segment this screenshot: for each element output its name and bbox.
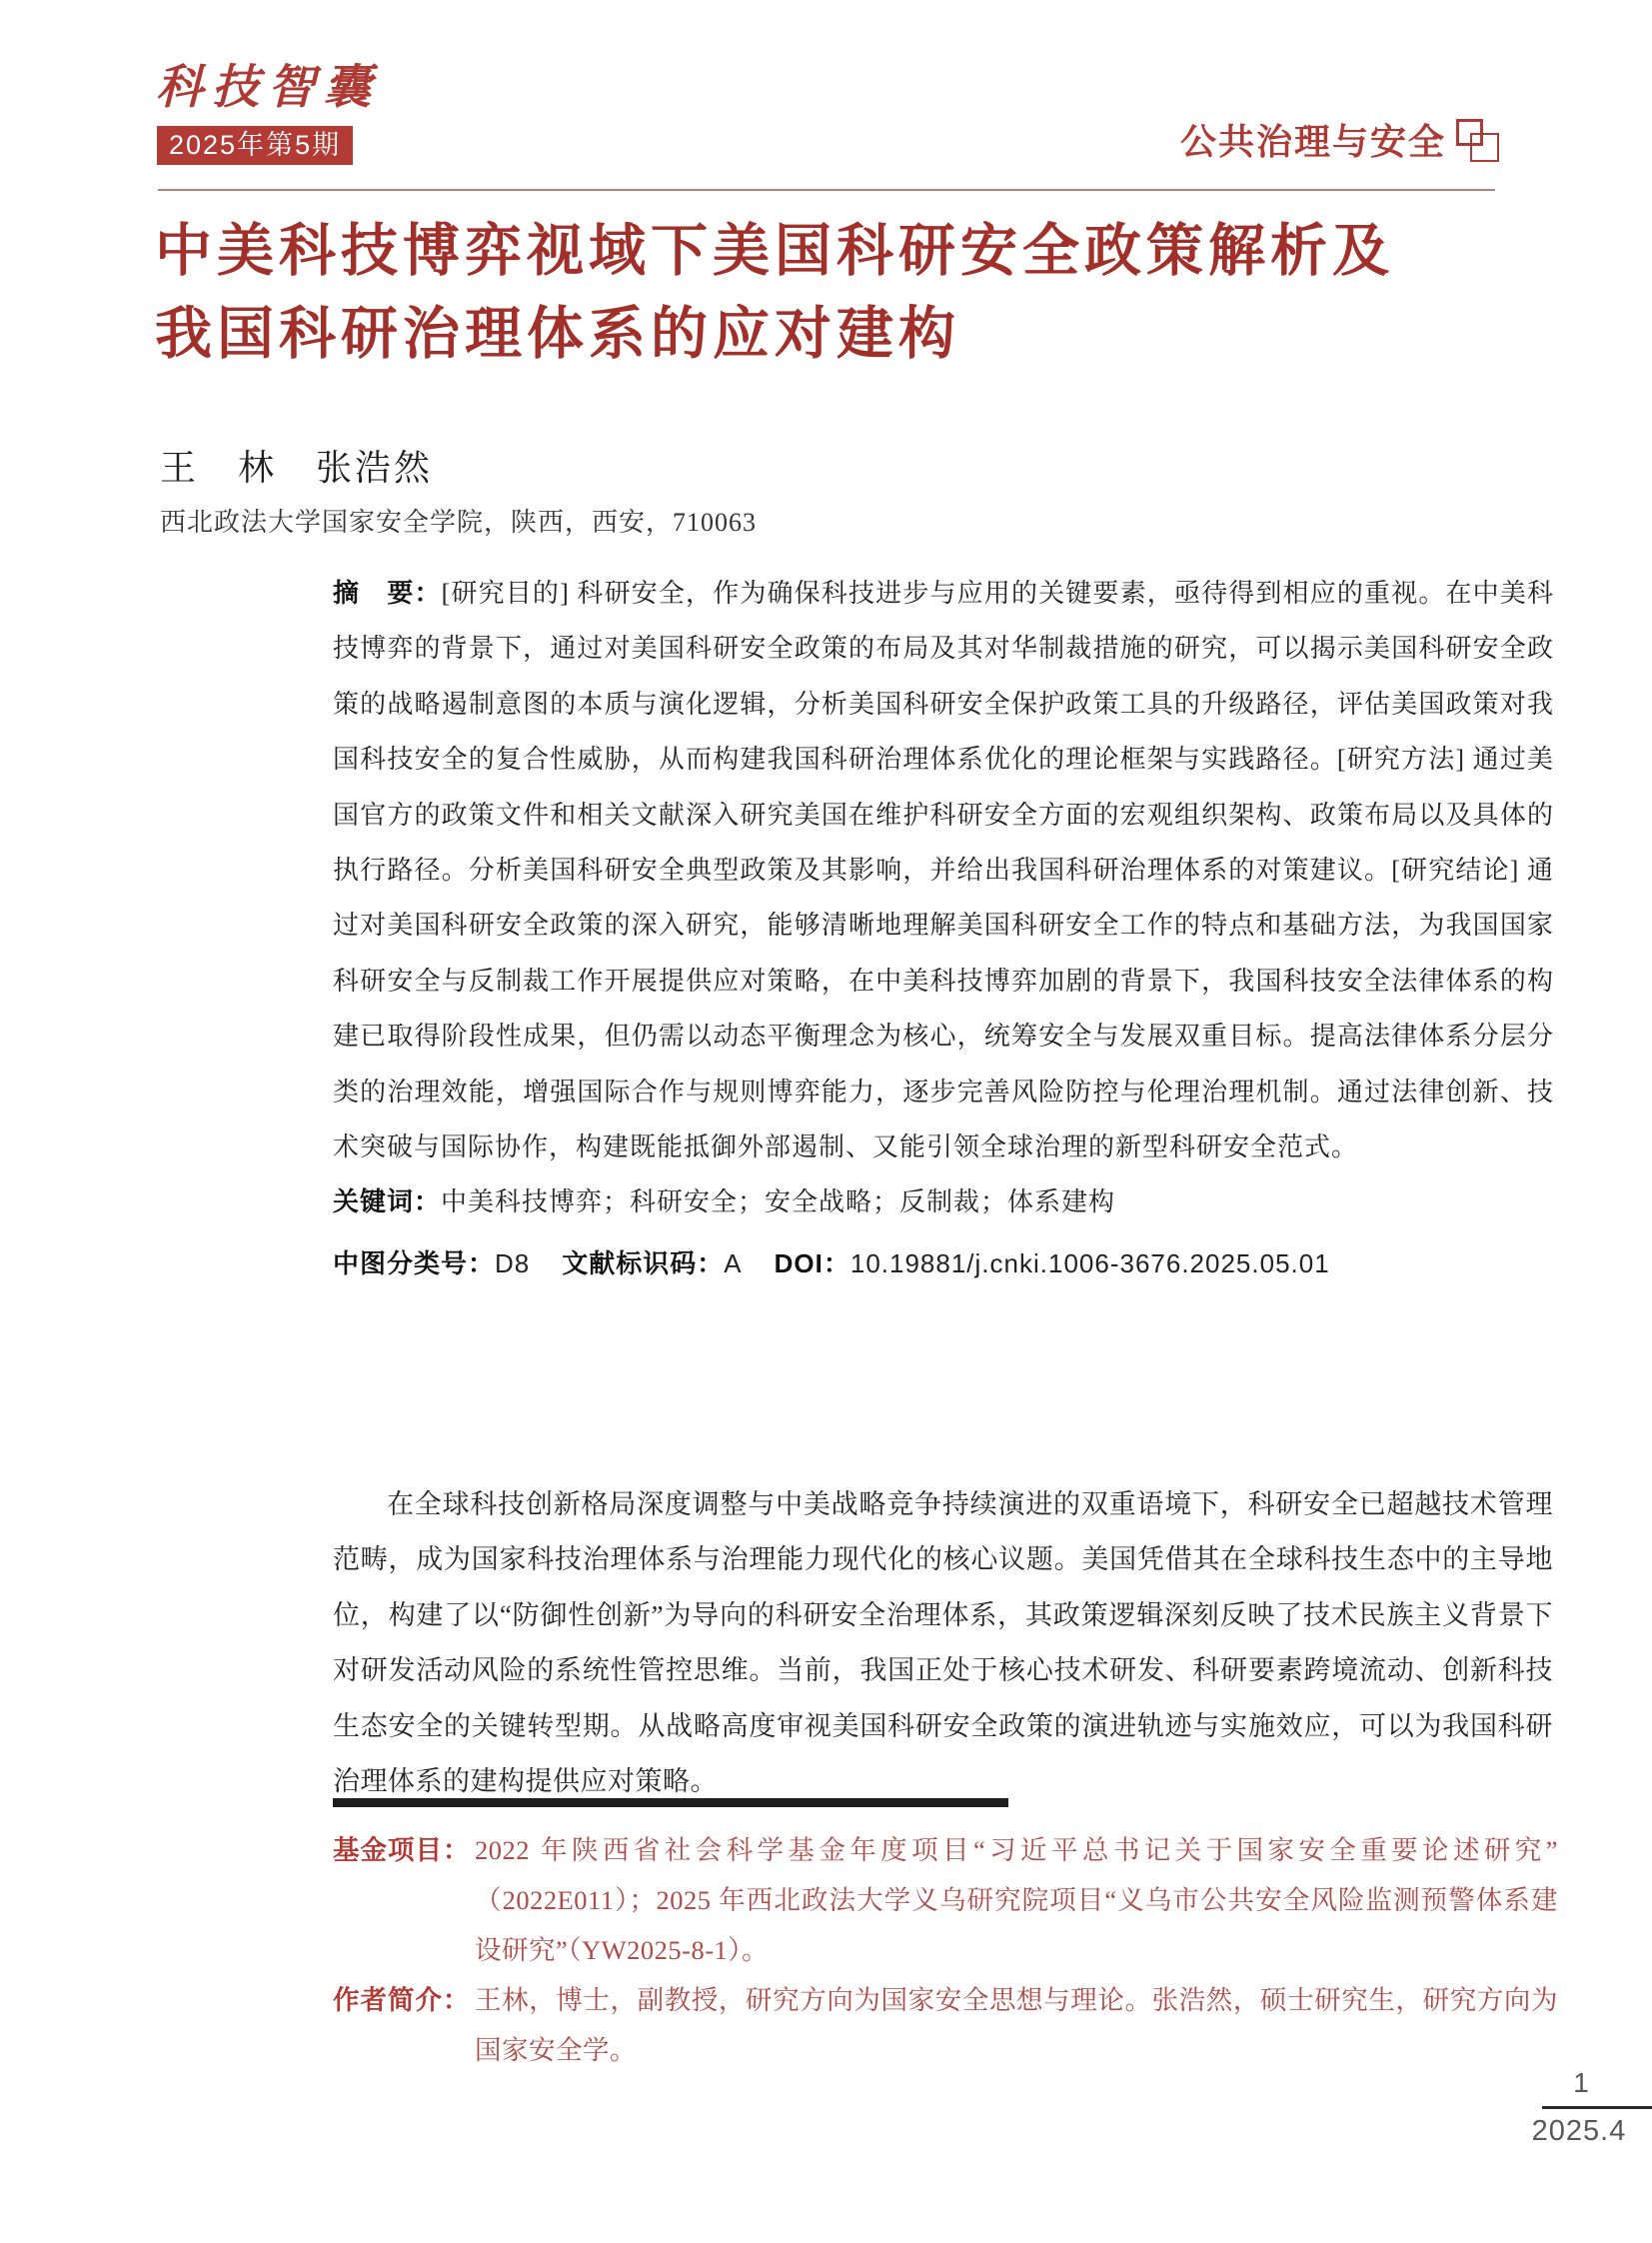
fund-project	[333, 1825, 1558, 1975]
article-title-line2: 我国科研治理体系的应对建构	[155, 302, 960, 366]
header-rule	[158, 189, 1495, 191]
fund-text: 2022 年陕西省社会科学基金年度项目“习近平总书记关于国家安全重要论述研究”（2022E011）；2025 年西北政法大学义乌研究院项目“义乌市公共安全风险监测预警体系建设研究”（YW2025-8-1）。	[475, 1835, 1558, 1965]
footnote-divider	[333, 1798, 1008, 1807]
clc-value: D8	[495, 1247, 531, 1278]
article-title-line1: 中美科技博弈视域下美国科研安全政策解析及	[155, 219, 1394, 283]
keywords-label: 关键词：	[333, 1186, 442, 1217]
doi-label: DOI：	[774, 1247, 850, 1278]
authors: 王 林 张浩然	[160, 447, 434, 488]
section-title: 公共治理与安全	[1179, 121, 1446, 162]
bio-text: 王林，博士，副教授，研究方向为国家安全思想与理论。张浩然，硕士研究生，研究方向为国家安全学。	[475, 1985, 1558, 2065]
bio-label: 作者简介：	[333, 1985, 471, 2015]
page-number: 1	[1573, 2067, 1589, 2098]
journal-logo: 科技智囊	[156, 60, 380, 115]
issue-badge: 2025年第5期	[157, 126, 353, 165]
doc-code-label: 文献标识码：	[562, 1247, 725, 1278]
affiliation: 西北政法大学国家安全学院，陕西，西安，710063	[160, 508, 758, 537]
clc-label: 中图分类号：	[333, 1247, 496, 1278]
overlapping-squares-icon	[1454, 116, 1500, 164]
abstract-paragraph	[333, 566, 1554, 1174]
keywords-text: 中美科技博弈；科研安全；安全战略；反制裁；体系建构	[441, 1187, 1116, 1217]
fund-label: 基金项目：	[333, 1835, 471, 1865]
abstract-block	[333, 566, 1554, 1291]
footer-rule	[1542, 2106, 1652, 2109]
body-paragraph: 在全球科技创新格局深度调整与中美战略竞争持续演进的双重语境下，科研安全已超越技术管理范畴，成为国家科技治理体系与治理能力现代化的核心议题。美国凭借其在全球科技生态中的主导地位，构建了以“防御性创新”为导向的科研安全治理体系，其政策逻辑深刻反映了技术民族主义背景下对研发活动风险的系统性管控思维。当前，我国正处于核心技术研发、科研要素跨境流动、创新科技生态安全的关键转型期。从战略高度审视美国科研安全政策的演进轨迹与实施效应，可以为我国科研治理体系的建构提供应对策略。	[333, 1489, 1553, 1797]
author-bio	[333, 1975, 1558, 2075]
meta-line	[333, 1236, 1554, 1291]
article-title	[155, 210, 1554, 376]
keywords-line	[333, 1174, 1554, 1229]
section-header	[1180, 114, 1500, 165]
abstract-label: 摘 要：	[333, 578, 442, 608]
doc-code-value: A	[724, 1247, 743, 1278]
issue-date: 2025.4	[1531, 2115, 1627, 2147]
footnotes	[333, 1825, 1558, 2075]
doi-value: 10.19881/j.cnki.1006-3676.2025.05.01	[849, 1247, 1330, 1278]
abstract-text: [研究目的] 科研安全，作为确保科技进步与应用的关键要素，亟待得到相应的重视。在中美科技博弈的背景下，通过对美国科研安全政策的布局及其对华制裁措施的研究，可以揭示美国科研安全政策的战略遏制意图的本质与演化逻辑，分析美国科研安全保护政策工具的升级路径，评估美国政策对我国科技安全的复合性威胁，从而构建我国科研治理体系优化的理论框架与实践路径。[研究方法] 通过美国官方的政策文件和相关文献深入研究美国在维护科研安全方面的宏观组织架构、政策布局以及具体的执行路径。分析美国科研安全典型政策及其影响，并给出我国科研治理体系的对策建议。[研究结论] 通过对美国科研安全政策的深入研究，能够清晰地理解美国科研安全工作的特点和基础方法，为我国国家科研安全与反制裁工作开展提供应对策略，在中美科技博弈加剧的背景下，我国科技安全法律体系的构建已取得阶段性成果，但仍需以动态平衡理念为核心，统筹安全与发展双重目标。提高法律体系分层分类的治理效能，增强国际合作与规则博弈能力，逐步完善风险防控与伦理治理机制。通过法律创新、技术突破与国际协作，构建既能抵御外部遏制、又能引领全球治理的新型科研安全范式。	[333, 579, 1554, 1162]
